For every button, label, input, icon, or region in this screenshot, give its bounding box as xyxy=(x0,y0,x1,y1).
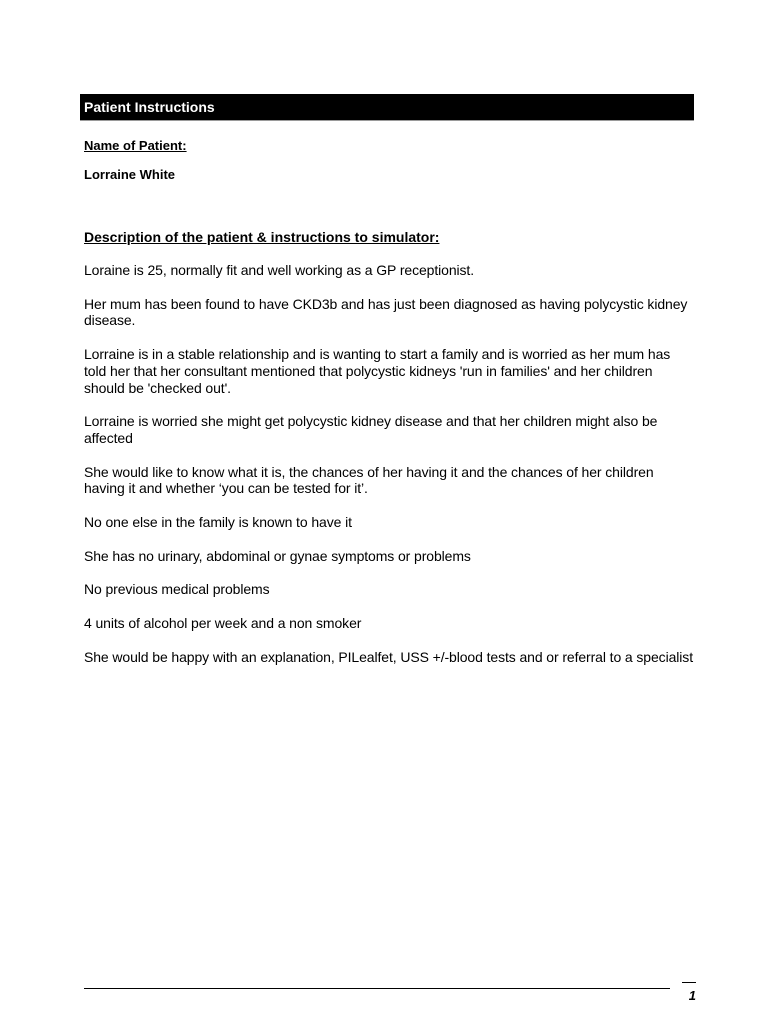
paragraph-age-occupation: Loraine is 25, normally fit and well working as a GP receptionist. xyxy=(84,262,475,278)
paragraph-questions: She would like to know what it is, the chances of her having it and the chances of her children having it and whether ‘you can be tested for it’. xyxy=(84,463,654,497)
patient-name: Lorraine White xyxy=(84,167,176,182)
section-header-bar xyxy=(80,94,694,121)
description-heading: Description of the patient & instructions to simulator: xyxy=(84,229,440,245)
page-number: 1 xyxy=(688,988,696,1003)
paragraph-social-history: 4 units of alcohol per week and a non smoker xyxy=(84,615,362,632)
paragraph-symptoms: She has no urinary, abdominal or gynae symptoms or problems xyxy=(84,547,471,564)
paragraph-family-history: No one else in the family is known to have it xyxy=(84,514,352,531)
patient-name-label: Name of Patient: xyxy=(84,138,187,153)
paragraph-medical-history: No previous medical problems xyxy=(84,581,270,598)
footer-divider xyxy=(84,988,670,989)
section-title: Patient Instructions xyxy=(84,99,215,115)
page-number-block xyxy=(682,982,696,1004)
paragraph-expectations: She would be happy with an explanation, PILealfet, USS +/-blood tests and or referral to a specialist xyxy=(84,648,693,665)
paragraph-mother-diagnosis: Her mum has been found to have CKD3b and has just been diagnosed as having polycystic kidney disease. xyxy=(84,295,688,329)
paragraph-worry: Lorraine is worried she might get polycystic kidney disease and that her children might also be affected xyxy=(84,413,658,446)
description-body xyxy=(84,262,696,683)
paragraph-family-planning: Lorraine is in a stable relationship and is wanting to start a family and is worried as her mum has told her that her consultant mentioned that polycystic kidneys 'run in families' and her children should be 'checked out'. xyxy=(84,346,671,396)
